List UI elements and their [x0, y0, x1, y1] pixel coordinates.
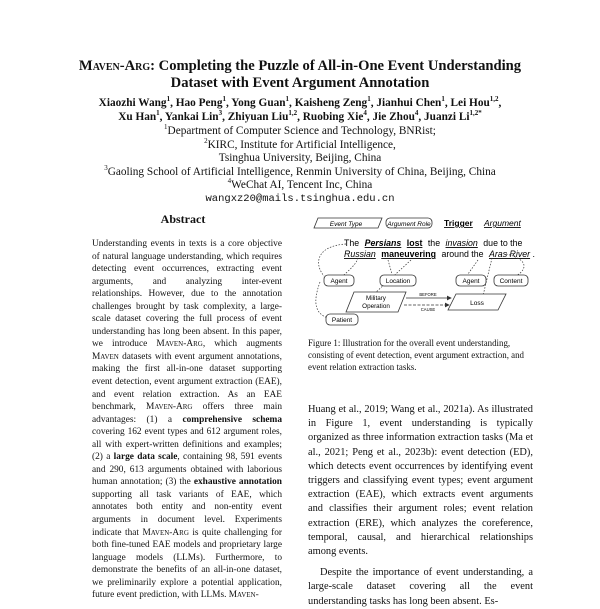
title-line1: : Completing the Puzzle of All-in-One Event Understanding [150, 58, 522, 74]
svg-text:Agent: Agent [462, 278, 480, 285]
figure-1-diagram [306, 214, 535, 334]
legend-trigger: Trigger [444, 218, 473, 228]
military-operation-label: Military [366, 295, 386, 302]
author-affiliation-mark: 1 [285, 95, 290, 104]
author-name: Zhiyuan Liu [227, 111, 289, 123]
figure-caption: Figure 1: Illustration for the overall event understanding, consisting of event detection, event argument extraction, and event relation extraction tasks. [308, 338, 524, 373]
author-name: Juanzi Li [424, 111, 470, 123]
loss-label: Loss [470, 300, 484, 307]
svg-text:Patient: Patient [331, 317, 353, 324]
affiliation-line: $^3$Gaoling School of Artificial Intelligence, Renmin University of China, Beijing, China [104, 164, 496, 178]
author-name: Xiaozhi Wang [98, 97, 167, 109]
author-affiliation-mark: 3 [218, 109, 223, 118]
svg-text:Location: Location [385, 278, 411, 285]
author-name: Xu Han [118, 111, 157, 123]
intro-paragraph-1: Huang et al., 2019; Wang et al., 2021a). As illustrated in Figure 1, event understanding is typically organized as three information extraction tasks (Ma et al., 2021; Peng et al., 2023b): event detection (ED), which detects event occurrences by identifying event triggers and classifying event types; event argument extraction (EAE), which extracts event arguments and classifies their argument roles; event relation extraction (ERE), which analyzes the coreference, temporal, causal, and hierarchical relationships among events. [308, 404, 533, 558]
svg-text:Content: Content [499, 278, 523, 285]
figure-1 [306, 214, 535, 334]
legend-argument-role: Argument Role [387, 221, 431, 228]
affiliations [60, 125, 540, 207]
author-name: Hao Peng [175, 97, 223, 109]
author-name: Yankai Lin [164, 111, 219, 123]
author-list [60, 96, 540, 124]
before-relation: BEFORE [419, 292, 437, 297]
contact-email[interactable]: wangxz20@mails.tsinghua.edu.cn [205, 192, 395, 205]
affiliation-line: $^2$KIRC, Institute for Artificial Intelligence, [204, 136, 396, 151]
author-affiliation-mark: 1,2* [469, 109, 482, 118]
author-name: Lei Hou [450, 97, 490, 109]
author-affiliation-mark: 1 [441, 95, 445, 104]
svg-text:Operation: Operation [362, 303, 390, 310]
intro-text [308, 403, 533, 609]
author-affiliation-mark: 1 [156, 109, 160, 118]
cause-relation: CAUSE [420, 307, 436, 312]
author-affiliation-mark: 1 [166, 95, 171, 104]
author-affiliation-mark: 1,2 [489, 95, 499, 104]
affiliation-line: Tsinghua University, Beijing, China [218, 152, 382, 165]
author-name: Yong Guan [231, 97, 286, 109]
example-sentence: The Persians lost the invasion due to the Russian maneuvering around the Aras River . [344, 238, 535, 259]
author-name: Ruobing Xie [302, 111, 364, 123]
abstract-body: Understanding events in texts is a core objective of natural language understanding, which requires detecting event occurrences, extracting event arguments, and analyzing inter-event relationships. However, due to the annotation challenges brought by task complexity, a large-scale dataset covering the full process of event understanding has long been absent. In this paper, we introduce Maven-Arg, which augments Maven datasets with event argument annotations, making the first all-in-one dataset supporting event detection, event argument extraction (EAE), and event relation extraction. As an EAE benchmark, Maven-Arg offers three main advantages: (1) a comprehensive schema covering 162 event types and 612 argument roles, all with expert-written definitions and examples; (2) a large data scale, containing 98, 591 events and 290, 613 arguments obtained with laborious human annotation; (3) the exhaustive annotation supporting all task variants of EAE, which annotates both entity and non-entity event arguments in document level. Experiments indicate that Maven-Arg is quite challenging for both fine-tuned EAE models and proprietary large language models (LLMs). Furthermore, to demonstrate the benefits of an all-in-one dataset, we preliminarily explore a potential application, future event prediction, with LLMs. Maven- [92, 239, 283, 601]
legend-argument: Argument [484, 218, 521, 228]
intro-paragraph-2: Despite the importance of event understanding, a large-scale dataset covering all the event understanding tasks has long been absent. Es- [308, 567, 533, 607]
title-dataset-name: Maven-Arg [78, 58, 151, 74]
affiliation-line: $^4$WeChat AI, Tencent Inc, China [227, 177, 373, 192]
author-name: Kaisheng Zeng [294, 97, 368, 109]
author-affiliation-mark: 1 [367, 95, 371, 104]
abstract-heading: Abstract [160, 212, 206, 226]
author-affiliation-mark: 4 [414, 109, 419, 118]
author-name: Jie Zhou [372, 111, 415, 123]
author-affiliation-mark: 1 [222, 95, 226, 104]
author-name: Jianhui Chen [376, 97, 442, 109]
paper-title [60, 58, 540, 91]
title-line2: Dataset with Event Argument Annotation [170, 74, 430, 91]
author-line-1: Xiaozhi Wang$^1$, Hao Peng$^1$, Yong Guan$^1$, Kaisheng Zeng$^1$, Jianhui Chen$^1$, Lei Hou$^{1,2}$, [98, 95, 502, 109]
author-affiliation-mark: 4 [363, 109, 367, 118]
author-affiliation-mark: 1,2 [288, 109, 298, 118]
author-line-2: Xu Han$^1$, Yankai Lin$^3$, Zhiyuan Liu$^{1,2}$, Ruobing Xie$^4$, Jie Zhou$^4$, Juanzi $Li^{1,2*}$ [118, 109, 482, 123]
legend-event-type: Event Type [329, 221, 363, 228]
svg-text:Agent: Agent [330, 278, 348, 285]
affiliation-line: $^1$Department of Computer Science and Technology, BNRist; [164, 123, 436, 137]
